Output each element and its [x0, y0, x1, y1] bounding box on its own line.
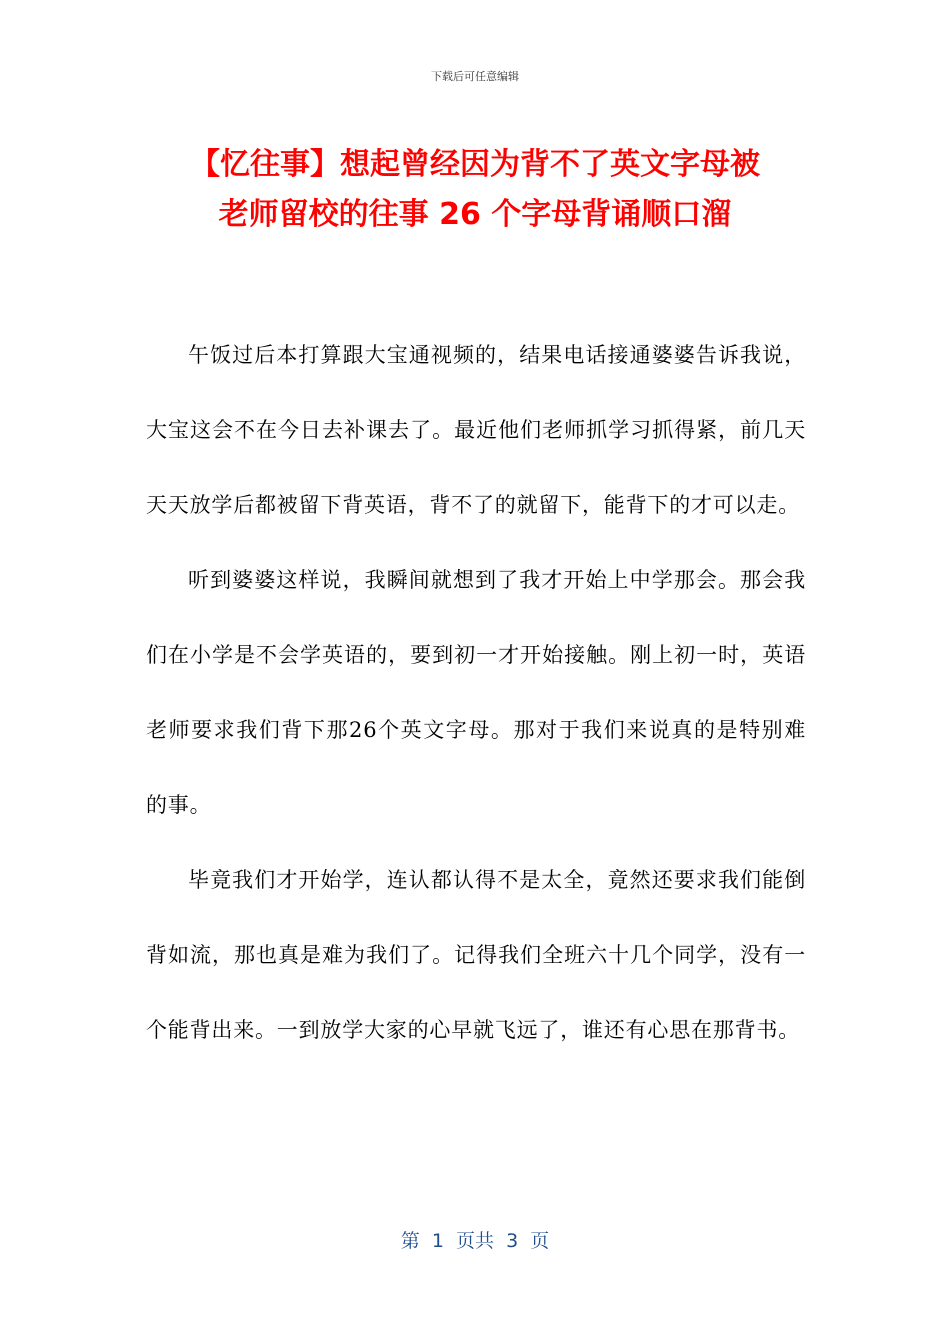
paragraph-2: 听到婆婆这样说，我瞬间就想到了我才开始上中学那会。那会我们在小学是不会学英语的，要到初一才开始接触。刚上初一时，英语老师要求我们背下那26个英文字母。那对于我们来说真的是特别难的事。 [146, 568, 806, 817]
document-title [120, 140, 830, 240]
paragraph-3: 毕竟我们才开始学，连认都认得不是太全，竟然还要求我们能倒背如流，那也真是难为我们了。记得我们全班六十几个同学，没有一个能背出来。一到放学大家的心早就飞远了，谁还有心思在那背书。 [146, 868, 806, 1042]
document-body [146, 318, 806, 1068]
title-line-2: 老师留校的往事 26 个字母背诵顺口溜 [218, 197, 732, 232]
paragraph-1: 午饭过后本打算跟大宝通视频的，结果电话接通婆婆告诉我说，大宝这会不在今日去补课去了。最近他们老师抓学习抓得紧，前几天天天放学后都被留下背英语，背不了的就留下，能背下的才可以走。 [146, 343, 806, 517]
page-number-footer: 第 1 页共 3 页 [400, 1230, 550, 1252]
title-line-1: 【忆往事】想起曾经因为背不了英文字母被 [190, 147, 760, 182]
header-note: 下载后可任意编辑 [431, 70, 519, 83]
